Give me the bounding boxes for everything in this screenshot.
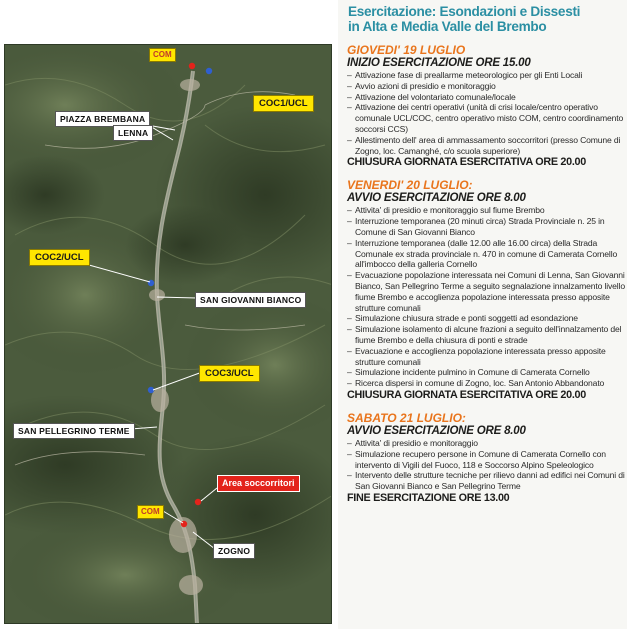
- activity-item: – Simulazione isolamento di alcune frazioni a seguito dell'innalzamento del fiume Brembo e della chiusura di ponti e strade: [347, 324, 627, 346]
- day-end: CHIUSURA GIORNATA ESERCITATIVA ORE 20.00: [347, 388, 586, 401]
- activity-item: – Attivita' di presidio e monitoraggio: [347, 438, 627, 449]
- activity-item: – Intervento delle strutture tecniche per rilievo danni ad edifici nei Comuni di San Giovanni Bianco e San Pellegrino Terme: [347, 470, 627, 492]
- day-start: AVVIO ESERCITAZIONE ORE 8.00: [347, 424, 526, 437]
- map-terrain: [5, 45, 332, 624]
- com-marker-top: [189, 63, 195, 69]
- day-name: VENERDI' 20 LUGLIO:: [347, 178, 473, 193]
- day-block: [347, 179, 627, 402]
- activity-item: – Attivita' di presidio e monitoraggio sul fiume Brembo: [347, 205, 627, 216]
- activity-item: – Attivazione fase di preallarme meteorologico per gli Enti Locali: [347, 70, 627, 81]
- piazza-brembana-label: PIAZZA BREMBANA: [55, 111, 150, 127]
- san-pellegrino-terme-label: SAN PELLEGRINO TERME: [13, 423, 135, 439]
- zogno-label: ZOGNO: [213, 543, 255, 559]
- activity-item: – Attivazione dei centri operativi (unità di crisi locale/centro operativo comunale UCL/COC, centro operativo misto COM, centro coordinamento soccorsi CCS): [347, 102, 627, 134]
- coc1-marker: [206, 68, 212, 74]
- schedule: [347, 44, 627, 511]
- san-giovanni-bianco-label: SAN GIOVANNI BIANCO: [195, 292, 306, 308]
- area-soccorritori-marker: [195, 499, 201, 505]
- activity-item: – Simulazione incidente pulmino in Comune di Camerata Cornello: [347, 367, 627, 378]
- activity-item: – Allestimento dell' area di ammassamento soccorritori (presso Comune di Zogno, loc. Camanghé, c/o scuola superiore): [347, 135, 627, 157]
- day-block: [347, 44, 627, 169]
- activity-item: – Interruzione temporanea (20 minuti circa) Strada Provinciale n. 25 in Comune di San Giovanni Bianco: [347, 216, 627, 238]
- activity-item: – Simulazione chiusura strade e ponti soggetti ad esondazione: [347, 313, 627, 324]
- lenna-label: LENNA: [113, 125, 153, 141]
- coc3-label: COC3/UCL: [199, 365, 260, 382]
- activity-item: – Attivazione del volontariato comunale/locale: [347, 92, 627, 103]
- activity-item: – Ricerca dispersi in comune di Zogno, loc. San Antonio Abbandonato: [347, 378, 627, 389]
- schedule-panel: [338, 0, 627, 629]
- activity-list: [347, 438, 627, 492]
- day-name: GIOVEDI' 19 LUGLIO: [347, 43, 466, 57]
- activity-item: – Interruzione temporanea (dalle 12.00 alle 16.00 circa) della Strada Comunale ex strada provinciale n. 470 in comune di Camerata Cornello all'imbocco della galleria Cornello: [347, 238, 627, 270]
- activity-list: [347, 70, 627, 156]
- activity-item: – Avvio azioni di presidio e monitoraggio: [347, 81, 627, 92]
- satellite-map: [4, 44, 332, 624]
- coc2-label: COC2/UCL: [29, 249, 90, 266]
- activity-item: – Simulazione recupero persone in Comune di Camerata Cornello con intervento di Vigili del Fuoco, 118 e Soccorso Alpino Speleologico: [347, 449, 627, 471]
- day-block: [347, 412, 627, 505]
- activity-item: – Evacuazione e accoglienza popolazione interessata presso apposite strutture comunali: [347, 346, 627, 368]
- day-name: SABATO 21 LUGLIO:: [347, 410, 466, 425]
- com-label-top: COM: [149, 48, 176, 62]
- coc2-marker: [148, 280, 154, 286]
- title-line-2: in Alta e Media Valle del Brembo: [348, 19, 547, 34]
- day-start: AVVIO ESERCITAZIONE ORE 8.00: [347, 192, 526, 205]
- day-end: CHIUSURA GIORNATA ESERCITATIVA ORE 20.00: [347, 156, 586, 169]
- activity-item: – Evacuazione popolazione interessata nei Comuni di Lenna, San Giovanni Bianco, San Pellegrino Terme a seguito segnalazione innalzamento livello fiume Brembo e accoglienza popolazione interessata presso apposite strutture comunali: [347, 270, 627, 313]
- title-line-1: Esercitazione: Esondazioni e Dissesti: [348, 4, 581, 19]
- activity-list: [347, 205, 627, 389]
- area-soccorritori-label: Area soccorritori: [217, 475, 300, 492]
- day-end: FINE ESERCITAZIONE ORE 13.00: [347, 491, 510, 504]
- coc1-label: COC1/UCL: [253, 95, 314, 112]
- page-title: [348, 4, 624, 34]
- com-label-bottom: COM: [137, 505, 164, 519]
- day-start: INIZIO ESERCITAZIONE ORE 15.00: [347, 57, 531, 69]
